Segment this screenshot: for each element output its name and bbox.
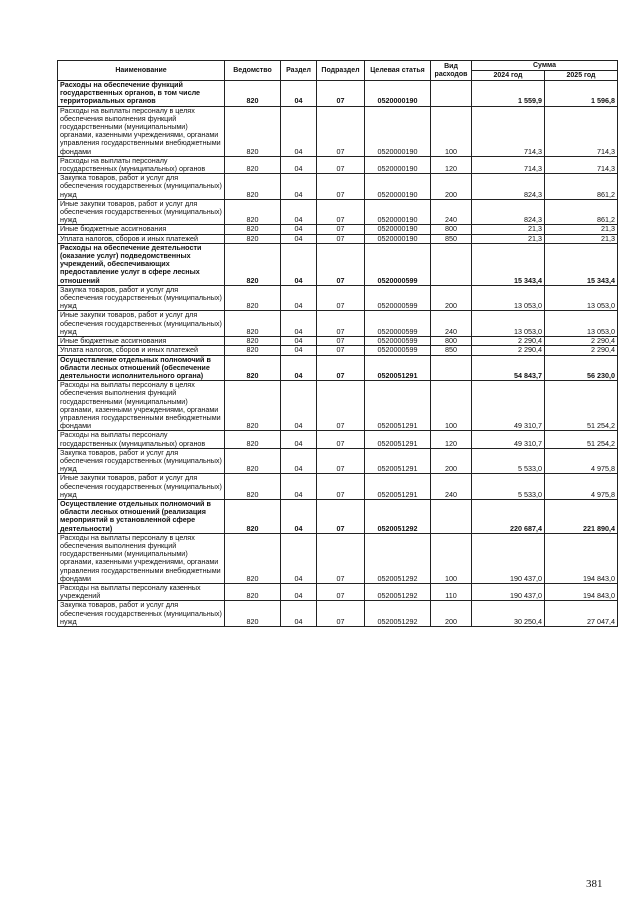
cell-sum-2024: 190 437,0 xyxy=(472,533,545,583)
cell-target-article: 0520000190 xyxy=(365,174,431,200)
table-row xyxy=(58,106,618,156)
cell-name: Расходы на выплаты персоналу в целях обеспечения выполнения функций государственными (муниципальными) органами, казенными учреждениями, органами управления государственными внебюджетными фондами xyxy=(58,381,225,431)
cell-sum-2024: 714,3 xyxy=(472,156,545,173)
cell-expense-type: 200 xyxy=(431,174,472,200)
cell-expense-type: 200 xyxy=(431,601,472,627)
cell-ministry: 820 xyxy=(225,225,281,234)
table-row xyxy=(58,285,618,311)
cell-sum-2025: 21,3 xyxy=(545,225,618,234)
cell-sum-2024: 13 053,0 xyxy=(472,311,545,337)
cell-sum-2025: 2 290,4 xyxy=(545,337,618,346)
header-expense-type: Вид расходов xyxy=(431,61,472,81)
cell-subsection: 07 xyxy=(317,346,365,355)
cell-section: 04 xyxy=(281,174,317,200)
table-row xyxy=(58,337,618,346)
cell-sum-2025: 56 230,0 xyxy=(545,355,618,381)
cell-subsection: 07 xyxy=(317,355,365,381)
cell-sum-2024: 824,3 xyxy=(472,174,545,200)
cell-subsection: 07 xyxy=(317,243,365,285)
cell-sum-2025: 13 053,0 xyxy=(545,285,618,311)
cell-section: 04 xyxy=(281,311,317,337)
cell-name: Осуществление отдельных полномочий в области лесных отношений (обеспечение деятельности исполнительного органа) xyxy=(58,355,225,381)
cell-target-article: 0520051292 xyxy=(365,583,431,600)
table-row xyxy=(58,311,618,337)
header-section: Раздел xyxy=(281,61,317,81)
cell-expense-type: 240 xyxy=(431,199,472,225)
cell-ministry: 820 xyxy=(225,431,281,448)
cell-sum-2025: 861,2 xyxy=(545,174,618,200)
cell-name: Уплата налогов, сборов и иных платежей xyxy=(58,346,225,355)
cell-expense-type: 200 xyxy=(431,285,472,311)
table-row xyxy=(58,174,618,200)
table-row xyxy=(58,225,618,234)
cell-name: Расходы на выплаты персоналу казенных учреждений xyxy=(58,583,225,600)
cell-sum-2025: 714,3 xyxy=(545,156,618,173)
table-row xyxy=(58,199,618,225)
cell-ministry: 820 xyxy=(225,601,281,627)
cell-sum-2025: 194 843,0 xyxy=(545,583,618,600)
cell-sum-2025: 714,3 xyxy=(545,106,618,156)
cell-ministry: 820 xyxy=(225,81,281,107)
cell-name: Расходы на выплаты персоналу государственных (муниципальных) органов xyxy=(58,431,225,448)
cell-ministry: 820 xyxy=(225,285,281,311)
cell-section: 04 xyxy=(281,234,317,243)
cell-target-article: 0520000190 xyxy=(365,106,431,156)
table-row xyxy=(58,381,618,431)
cell-subsection: 07 xyxy=(317,499,365,533)
cell-target-article: 0520000190 xyxy=(365,225,431,234)
cell-section: 04 xyxy=(281,583,317,600)
cell-target-article: 0520000599 xyxy=(365,346,431,355)
cell-name: Расходы на выплаты персоналу в целях обеспечения выполнения функций государственными (муниципальными) органами, казенными учреждениями, органами управления государственными внебюджетными фондами xyxy=(58,106,225,156)
cell-target-article: 0520051292 xyxy=(365,601,431,627)
header-target-article: Целевая статья xyxy=(365,61,431,81)
cell-target-article: 0520051291 xyxy=(365,431,431,448)
cell-section: 04 xyxy=(281,225,317,234)
cell-sum-2025: 194 843,0 xyxy=(545,533,618,583)
table-row xyxy=(58,499,618,533)
cell-subsection: 07 xyxy=(317,601,365,627)
cell-section: 04 xyxy=(281,243,317,285)
cell-name: Иные закупки товаров, работ и услуг для обеспечения государственных (муниципальных) нужд xyxy=(58,199,225,225)
cell-section: 04 xyxy=(281,499,317,533)
cell-section: 04 xyxy=(281,337,317,346)
cell-sum-2024: 5 533,0 xyxy=(472,474,545,500)
cell-section: 04 xyxy=(281,106,317,156)
table-row xyxy=(58,355,618,381)
cell-ministry: 820 xyxy=(225,381,281,431)
cell-section: 04 xyxy=(281,285,317,311)
cell-expense-type: 240 xyxy=(431,474,472,500)
cell-target-article: 0520051291 xyxy=(365,355,431,381)
page-number: 381 xyxy=(586,878,603,890)
cell-sum-2024: 5 533,0 xyxy=(472,448,545,474)
cell-section: 04 xyxy=(281,533,317,583)
cell-target-article: 0520000599 xyxy=(365,311,431,337)
cell-name: Закупка товаров, работ и услуг для обеспечения государственных (муниципальных) нужд xyxy=(58,448,225,474)
header-year-2024: 2024 год xyxy=(472,71,545,81)
cell-subsection: 07 xyxy=(317,174,365,200)
cell-name: Уплата налогов, сборов и иных платежей xyxy=(58,234,225,243)
cell-section: 04 xyxy=(281,346,317,355)
cell-subsection: 07 xyxy=(317,225,365,234)
cell-subsection: 07 xyxy=(317,583,365,600)
header-ministry: Ведомство xyxy=(225,61,281,81)
cell-sum-2025: 51 254,2 xyxy=(545,381,618,431)
cell-ministry: 820 xyxy=(225,311,281,337)
cell-sum-2024: 15 343,4 xyxy=(472,243,545,285)
cell-sum-2024: 49 310,7 xyxy=(472,381,545,431)
cell-name: Иные бюджетные ассигнования xyxy=(58,337,225,346)
cell-expense-type: 240 xyxy=(431,311,472,337)
cell-ministry: 820 xyxy=(225,474,281,500)
table-row xyxy=(58,533,618,583)
cell-sum-2025: 2 290,4 xyxy=(545,346,618,355)
table-row xyxy=(58,448,618,474)
table-row xyxy=(58,583,618,600)
cell-expense-type: 850 xyxy=(431,234,472,243)
cell-subsection: 07 xyxy=(317,337,365,346)
cell-ministry: 820 xyxy=(225,199,281,225)
header-sum: Сумма xyxy=(472,61,618,71)
cell-target-article: 0520000599 xyxy=(365,285,431,311)
cell-name: Закупка товаров, работ и услуг для обеспечения государственных (муниципальных) нужд xyxy=(58,601,225,627)
cell-sum-2025: 861,2 xyxy=(545,199,618,225)
cell-subsection: 07 xyxy=(317,311,365,337)
cell-name: Расходы на выплаты персоналу государственных (муниципальных) органов xyxy=(58,156,225,173)
cell-subsection: 07 xyxy=(317,285,365,311)
cell-section: 04 xyxy=(281,381,317,431)
cell-sum-2024: 1 559,9 xyxy=(472,81,545,107)
cell-expense-type xyxy=(431,243,472,285)
cell-sum-2024: 2 290,4 xyxy=(472,346,545,355)
cell-expense-type xyxy=(431,355,472,381)
cell-name: Закупка товаров, работ и услуг для обеспечения государственных (муниципальных) нужд xyxy=(58,174,225,200)
cell-sum-2025: 51 254,2 xyxy=(545,431,618,448)
cell-name: Закупка товаров, работ и услуг для обеспечения государственных (муниципальных) нужд xyxy=(58,285,225,311)
cell-expense-type: 100 xyxy=(431,106,472,156)
cell-ministry: 820 xyxy=(225,533,281,583)
cell-subsection: 07 xyxy=(317,234,365,243)
table-row xyxy=(58,234,618,243)
cell-subsection: 07 xyxy=(317,381,365,431)
cell-ministry: 820 xyxy=(225,156,281,173)
header-year-2025: 2025 год xyxy=(545,71,618,81)
cell-section: 04 xyxy=(281,431,317,448)
cell-expense-type xyxy=(431,499,472,533)
table-row xyxy=(58,431,618,448)
cell-subsection: 07 xyxy=(317,533,365,583)
cell-sum-2024: 2 290,4 xyxy=(472,337,545,346)
cell-expense-type xyxy=(431,81,472,107)
cell-name: Иные закупки товаров, работ и услуг для обеспечения государственных (муниципальных) нужд xyxy=(58,474,225,500)
table-row xyxy=(58,346,618,355)
cell-sum-2025: 13 053,0 xyxy=(545,311,618,337)
cell-name: Иные бюджетные ассигнования xyxy=(58,225,225,234)
cell-sum-2024: 220 687,4 xyxy=(472,499,545,533)
cell-sum-2024: 21,3 xyxy=(472,234,545,243)
cell-sum-2025: 15 343,4 xyxy=(545,243,618,285)
cell-sum-2025: 4 975,8 xyxy=(545,474,618,500)
table-row xyxy=(58,81,618,107)
cell-ministry: 820 xyxy=(225,355,281,381)
cell-target-article: 0520051292 xyxy=(365,533,431,583)
cell-sum-2024: 13 053,0 xyxy=(472,285,545,311)
table-row xyxy=(58,156,618,173)
table-row xyxy=(58,243,618,285)
cell-target-article: 0520051292 xyxy=(365,499,431,533)
cell-sum-2024: 21,3 xyxy=(472,225,545,234)
cell-name: Осуществление отдельных полномочий в области лесных отношений (реализация мероприятий в установленной сфере деятельности) xyxy=(58,499,225,533)
cell-subsection: 07 xyxy=(317,81,365,107)
header-name: Наименование xyxy=(58,61,225,81)
cell-section: 04 xyxy=(281,199,317,225)
cell-name: Расходы на выплаты персоналу в целях обеспечения выполнения функций государственными (муниципальными) органами, казенными учреждениями, органами управления государственными внебюджетными фондами xyxy=(58,533,225,583)
budget-table xyxy=(57,60,618,627)
cell-ministry: 820 xyxy=(225,106,281,156)
cell-expense-type: 800 xyxy=(431,337,472,346)
cell-subsection: 07 xyxy=(317,431,365,448)
cell-expense-type: 110 xyxy=(431,583,472,600)
cell-sum-2025: 21,3 xyxy=(545,234,618,243)
header-subsection: Подраздел xyxy=(317,61,365,81)
cell-section: 04 xyxy=(281,355,317,381)
table-header-row xyxy=(58,61,618,71)
cell-ministry: 820 xyxy=(225,448,281,474)
cell-target-article: 0520000190 xyxy=(365,81,431,107)
cell-ministry: 820 xyxy=(225,234,281,243)
cell-subsection: 07 xyxy=(317,106,365,156)
table-body xyxy=(58,81,618,627)
cell-target-article: 0520051291 xyxy=(365,381,431,431)
cell-target-article: 0520051291 xyxy=(365,448,431,474)
cell-target-article: 0520000599 xyxy=(365,337,431,346)
cell-expense-type: 850 xyxy=(431,346,472,355)
cell-sum-2024: 30 250,4 xyxy=(472,601,545,627)
cell-name: Расходы на обеспечение функций государственных органов, в том числе территориальных органов xyxy=(58,81,225,107)
cell-section: 04 xyxy=(281,474,317,500)
cell-expense-type: 120 xyxy=(431,156,472,173)
cell-expense-type: 200 xyxy=(431,448,472,474)
cell-name: Иные закупки товаров, работ и услуг для обеспечения государственных (муниципальных) нужд xyxy=(58,311,225,337)
cell-section: 04 xyxy=(281,81,317,107)
cell-name: Расходы на обеспечение деятельности (оказание услуг) подведомственных учреждений, обеспечивающих предоставление услуг в сфере лесных отношений xyxy=(58,243,225,285)
cell-subsection: 07 xyxy=(317,199,365,225)
cell-section: 04 xyxy=(281,601,317,627)
cell-ministry: 820 xyxy=(225,499,281,533)
cell-sum-2025: 27 047,4 xyxy=(545,601,618,627)
cell-sum-2025: 1 596,8 xyxy=(545,81,618,107)
cell-section: 04 xyxy=(281,156,317,173)
table-row xyxy=(58,474,618,500)
cell-target-article: 0520000190 xyxy=(365,156,431,173)
cell-ministry: 820 xyxy=(225,583,281,600)
cell-expense-type: 800 xyxy=(431,225,472,234)
cell-target-article: 0520000190 xyxy=(365,199,431,225)
budget-table-container xyxy=(57,60,617,627)
cell-sum-2024: 190 437,0 xyxy=(472,583,545,600)
cell-subsection: 07 xyxy=(317,156,365,173)
cell-target-article: 0520000599 xyxy=(365,243,431,285)
cell-expense-type: 100 xyxy=(431,381,472,431)
cell-section: 04 xyxy=(281,448,317,474)
cell-ministry: 820 xyxy=(225,337,281,346)
cell-ministry: 820 xyxy=(225,243,281,285)
cell-target-article: 0520051291 xyxy=(365,474,431,500)
cell-ministry: 820 xyxy=(225,174,281,200)
cell-subsection: 07 xyxy=(317,448,365,474)
cell-target-article: 0520000190 xyxy=(365,234,431,243)
cell-sum-2024: 54 843,7 xyxy=(472,355,545,381)
cell-sum-2024: 49 310,7 xyxy=(472,431,545,448)
cell-sum-2024: 714,3 xyxy=(472,106,545,156)
table-row xyxy=(58,601,618,627)
cell-sum-2025: 221 890,4 xyxy=(545,499,618,533)
cell-expense-type: 100 xyxy=(431,533,472,583)
cell-subsection: 07 xyxy=(317,474,365,500)
cell-sum-2024: 824,3 xyxy=(472,199,545,225)
cell-sum-2025: 4 975,8 xyxy=(545,448,618,474)
cell-expense-type: 120 xyxy=(431,431,472,448)
cell-ministry: 820 xyxy=(225,346,281,355)
